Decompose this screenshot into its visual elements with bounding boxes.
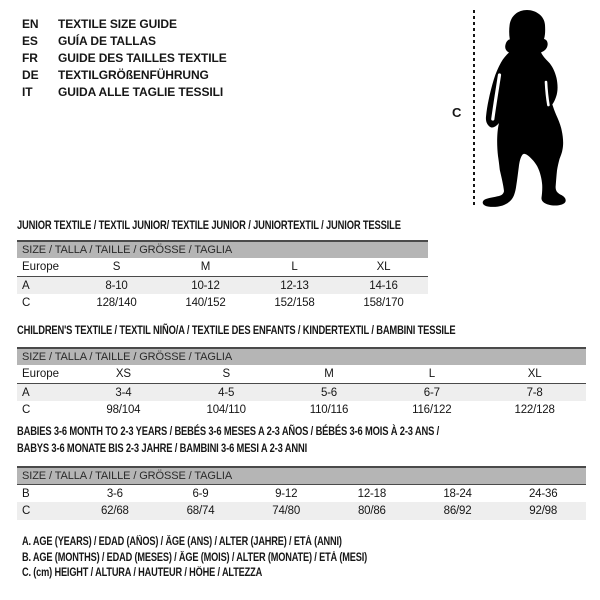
table-cell: 140/152 (185, 297, 226, 309)
footnote-line: B. AGE (MONTHS) / EDAD (MESES) / ÂGE (MOIS) / ALTER (MONATE) / ETÀ (MESI) (22, 551, 368, 564)
row-label: C (22, 505, 31, 517)
size-header-bar: SIZE / TALLA / TAILLE / GRÖSSE / TAGLIA (17, 240, 428, 258)
footnote-line: C. (cm) HEIGHT / ALTURA / HAUTEUR / HÖHE / ALTEZZA (22, 567, 263, 579)
table-cell: 12-13 (280, 279, 309, 292)
table-cell: 12-18 (357, 487, 387, 500)
table-title-line: CHILDREN'S TEXTILE / TEXTIL NIÑO/A / TEXTILE DES ENFANTS / KINDERTEXTIL / BAMBINI TESSILE (17, 323, 456, 337)
table-row (17, 365, 586, 383)
footnote-line: A. AGE (YEARS) / EDAD (AÑOS) / ÂGE (ANS) / ALTER (JAHRE) / ETÀ (ANNI) (22, 536, 342, 548)
table-row (17, 276, 428, 294)
table-cell: XL (527, 368, 542, 380)
language-code: IT (22, 84, 33, 99)
language-code: DE (22, 67, 39, 82)
children-table-rows (17, 365, 586, 419)
table-cell: 104/110 (206, 404, 246, 416)
junior-table-title (17, 217, 401, 234)
table-cell: 128/140 (96, 297, 137, 309)
table-row (17, 502, 586, 520)
language-row (22, 49, 227, 66)
language-code: EN (22, 16, 39, 31)
table-cell: 68/74 (186, 505, 215, 517)
table-cell: 116/122 (412, 404, 452, 416)
children-size-table (17, 347, 586, 419)
baby-silhouette (480, 8, 570, 208)
table-cell: 152/158 (274, 297, 315, 309)
row-label: C (22, 297, 31, 309)
table-cell: 92/98 (529, 505, 558, 517)
table-cell: S (112, 261, 121, 273)
language-row (22, 15, 227, 32)
table-cell: 7-8 (526, 386, 543, 399)
row-label: A (22, 279, 30, 292)
size-header-bar: SIZE / TALLA / TAILLE / GRÖSSE / TAGLIA (17, 347, 586, 365)
table-cell: 10-12 (191, 279, 220, 292)
table-cell: 3-4 (115, 386, 132, 399)
language-code: FR (22, 50, 38, 65)
row-label: Europe (22, 368, 60, 380)
language-title-list (22, 15, 227, 100)
language-row (22, 32, 227, 49)
table-cell: S (222, 368, 230, 380)
babies-table-title (17, 423, 439, 457)
table-cell: 158/170 (363, 297, 404, 309)
table-cell: L (291, 261, 298, 273)
babies-size-table (17, 466, 586, 520)
table-cell: 74/80 (272, 505, 301, 517)
row-label: Europe (22, 261, 60, 273)
table-cell: 18-24 (443, 487, 472, 500)
table-cell: 110/116 (309, 404, 349, 416)
language-title: GUIDA ALLE TAGLIE TESSILI (58, 84, 224, 99)
language-title: TEXTILE SIZE GUIDE (58, 16, 177, 31)
table-cell: 80/86 (357, 505, 386, 517)
table-cell: 122/128 (514, 404, 555, 416)
language-code: ES (22, 33, 38, 48)
height-measure-dotted-line (473, 10, 475, 206)
footnote-list (22, 535, 453, 582)
table-cell: 8-10 (105, 279, 128, 292)
table-title-line: BABYS 3-6 MONATE BIS 2-3 JAHRE / BAMBINI 3-6 MESI A 2-3 ANNI (17, 441, 308, 455)
size-header-bar: SIZE / TALLA / TAILLE / GRÖSSE / TAGLIA (17, 466, 586, 484)
row-label: C (22, 404, 31, 416)
table-cell: M (200, 261, 211, 273)
table-cell: 6-7 (423, 386, 440, 399)
table-cell: 5-6 (320, 386, 337, 399)
table-row (17, 383, 586, 401)
table-cell: 4-5 (218, 386, 235, 399)
junior-table-rows (17, 258, 428, 312)
table-row (17, 294, 428, 312)
table-cell: L (428, 368, 435, 380)
table-cell: XS (115, 368, 131, 380)
table-cell: 9-12 (275, 487, 298, 500)
junior-size-table (17, 240, 428, 312)
table-cell: 86/92 (443, 505, 472, 517)
language-title: GUIDE DES TAILLES TEXTILE (58, 50, 227, 65)
language-title: TEXTILGRÖßENFÜHRUNG (58, 67, 209, 82)
language-row (22, 83, 227, 100)
table-cell: 6-9 (192, 487, 209, 500)
babies-table-rows (17, 484, 586, 520)
table-cell: 98/104 (106, 404, 141, 416)
table-row (17, 258, 428, 276)
table-title-line: JUNIOR TEXTILE / TEXTIL JUNIOR/ TEXTILE JUNIOR / JUNIORTEXTIL / JUNIOR TESSILE (17, 218, 401, 232)
table-row (17, 484, 586, 502)
table-cell: XL (376, 261, 391, 273)
table-row (17, 401, 586, 419)
children-table-title (17, 322, 456, 339)
table-cell: 3-6 (106, 487, 123, 500)
table-cell: 14-16 (369, 279, 398, 292)
table-cell: M (324, 368, 334, 380)
row-label: A (22, 386, 30, 399)
language-title: GUÍA DE TALLAS (58, 33, 156, 48)
table-cell: 24-36 (528, 487, 558, 500)
height-c-label: C (452, 105, 462, 120)
table-cell: 62/68 (100, 505, 129, 517)
language-row (22, 66, 227, 83)
table-title-line: BABIES 3-6 MONTH TO 2-3 YEARS / BEBÉS 3-6 MESES A 2-3 AÑOS / BÉBÉS 3-6 MOIS À 2-3 ANS / (17, 424, 440, 438)
row-label: B (22, 487, 30, 500)
